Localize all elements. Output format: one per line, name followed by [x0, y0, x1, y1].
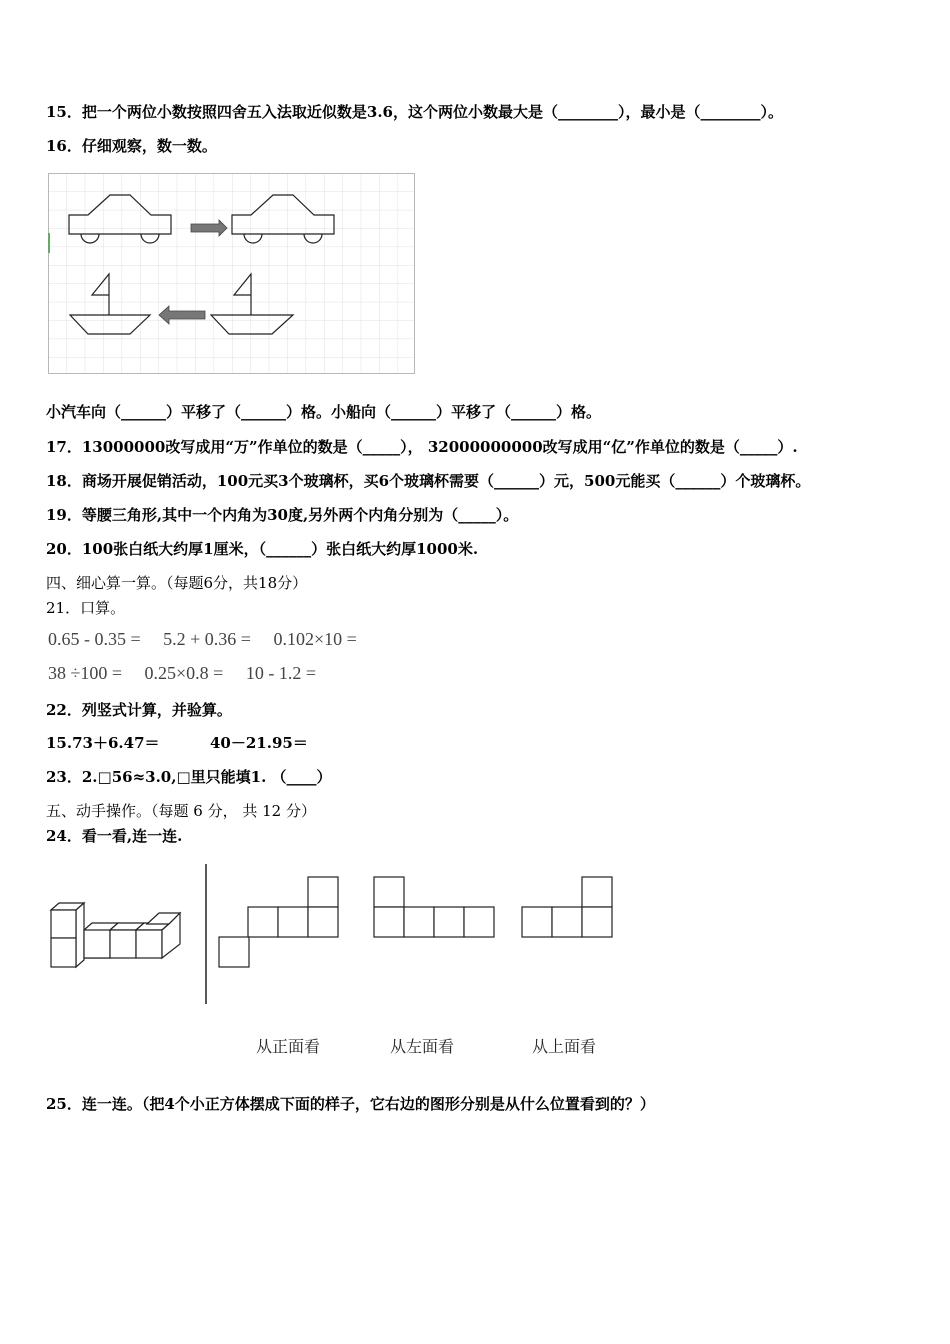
math-item: 38 ÷100 =: [48, 663, 123, 683]
view-shape-2: [374, 877, 494, 937]
question-15: 15．把一个两位小数按照四舍五入法取近似数是3.6，这个两位小数最大是（________），最小是（________）。: [46, 103, 783, 121]
question-18: 18．商场开展促销活动，100元买3个玻璃杯，买6个玻璃杯需要（______）元，500元能买（______）个玻璃杯。: [46, 472, 811, 490]
question-20: 20．100张白纸大约厚1厘米，（______）张白纸大约厚1000米.: [46, 540, 479, 558]
vertical-calc-item: 40－21.95＝: [209, 734, 308, 752]
math-item: 0.65 - 0.35 =: [48, 629, 141, 649]
section-4-heading: 四、细心算一算。（每题6分，共18分）: [46, 574, 308, 592]
math-item: 10 - 1.2 =: [245, 663, 316, 683]
view-label-top: 从上面看: [532, 1037, 597, 1056]
math-item: 5.2 + 0.36 =: [163, 629, 251, 649]
question-17: 17．13000000改写成用“万”作单位的数是（_____）， 32000000000改写成用“亿”作单位的数是（_____）.: [46, 438, 798, 456]
view-shape-1: [219, 877, 338, 967]
section-5-heading: 五、动手操作。（每题 6 分， 共 12 分）: [46, 802, 316, 820]
question-23: 23．2.□56≈3.0,□里只能填1. （____）: [46, 768, 332, 786]
translation-grid-figure: [48, 173, 416, 375]
mental-math-row-1: [48, 629, 375, 650]
question-25: 25．连一连。（把4个小正方体摆成下面的样子，它右边的图形分别是从什么位置看到的？）: [46, 1095, 655, 1113]
question-19: 19．等腰三角形,其中一个内角为30度,另外两个内角分别为（_____）。: [46, 506, 519, 524]
question-22-title: 22．列竖式计算，并验算。: [46, 701, 232, 719]
view-shape-3: [522, 877, 612, 937]
question-21-title: 21．口算。: [46, 599, 126, 617]
math-item: 0.102×10 =: [273, 629, 357, 649]
view-label-front: 从正面看: [256, 1037, 321, 1056]
question-16-title: 16．仔细观察，数一数。: [46, 137, 217, 155]
question-24-title: 24．看一看,连一连.: [46, 827, 183, 845]
mental-math-row-2: [48, 663, 334, 684]
cube-stack-figure: [46, 862, 626, 1012]
view-label-left: 从左面看: [390, 1037, 455, 1056]
question-22-items: [46, 733, 308, 753]
math-item: 0.25×0.8 =: [144, 663, 224, 683]
question-16-answer: 小汽车向（______）平移了（______）格。小船向（______）平移了（______）格。: [46, 403, 602, 421]
vertical-calc-item: 15.73＋6.47＝: [46, 734, 160, 752]
